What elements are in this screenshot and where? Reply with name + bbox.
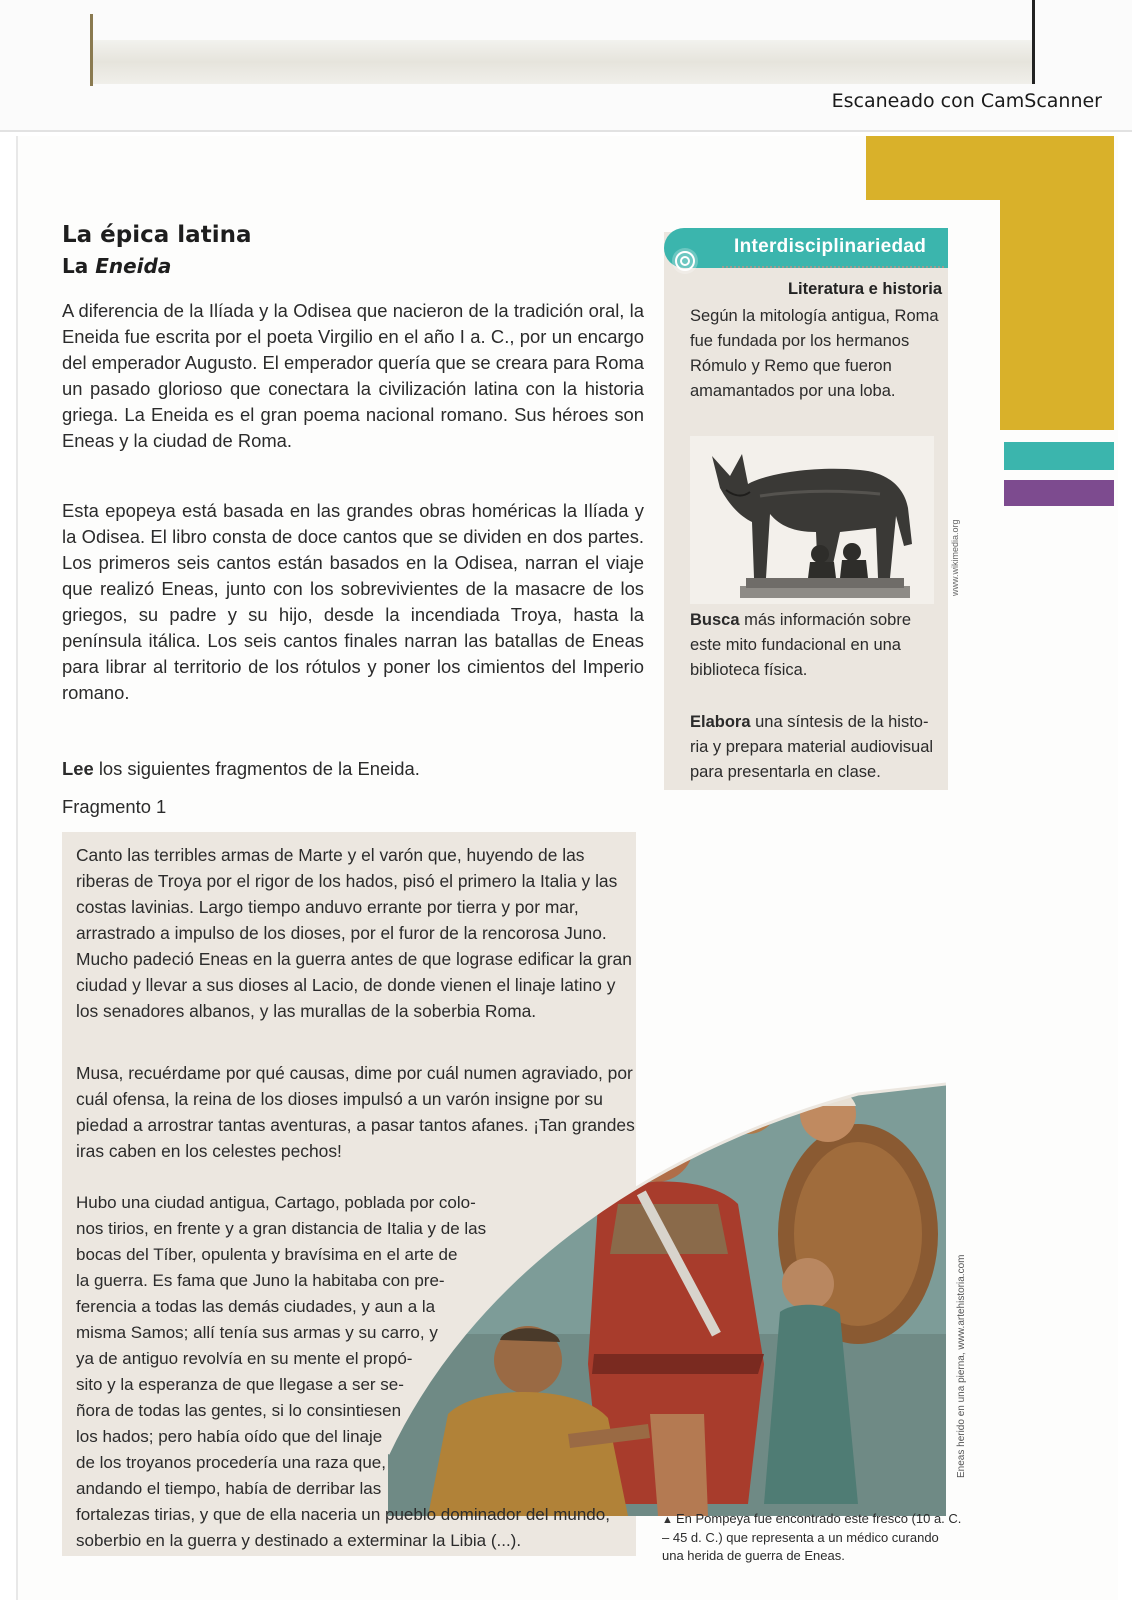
she-wolf-image bbox=[690, 436, 934, 604]
sidebar-task-elaborate: Elabora una síntesis de la historia y prepara material audiovisual para presentarla en clase. bbox=[690, 713, 934, 781]
fresco-caption: ▲ En Pompeya fue encontrado este fresco (10 a. C. – 45 d. C.) que representa a un médico curando una herida de guerra de Eneas. bbox=[662, 1511, 962, 1563]
intro-paragraph-1: A diferencia de la Ilíada y la Odisea que nacieron de la tradición oral, la Eneida fue escrita por el poeta Virgilio en el año I a. C., por un encargo del emperador Augusto. El emperador quería que se creara para Roma un pasado glorioso que conectara la civilización latina con la historia griega. La Eneida es el gran poema nacional romano. Sus héroes son Eneas y la ciudad de Roma. bbox=[62, 300, 644, 451]
header-dotted-rule bbox=[722, 266, 944, 268]
reading-instruction: Lee los siguientes fragmentos de la Eneida. bbox=[62, 758, 420, 779]
interdisciplinary-heading: Interdisciplinariedad bbox=[734, 236, 927, 257]
fragment-line: ferencia a todas las demás ciudades, y aun a la bbox=[76, 1297, 436, 1316]
fragment-label: Fragmento 1 bbox=[62, 796, 167, 817]
scan-edge-right bbox=[1032, 0, 1035, 84]
fragment-line: nos tirios, en frente y a gran distancia de Italia y de las bbox=[76, 1219, 487, 1238]
triangle-icon: ▲ bbox=[662, 1514, 676, 1526]
camscanner-label: Escaneado con CamScanner bbox=[831, 90, 1102, 112]
fragment-line: los hados; pero había oído que del linaje bbox=[76, 1427, 383, 1446]
scan-edge-left bbox=[90, 14, 93, 86]
fragment-line: la guerra. Es fama que Juno la habitaba con pre- bbox=[76, 1271, 445, 1290]
decor-purple-bar bbox=[1004, 480, 1114, 506]
scan-band bbox=[92, 40, 1034, 84]
fragment-line: andando el tiempo, había de derribar las bbox=[76, 1479, 382, 1498]
fragment-paragraph-2: Musa, recuérdame por qué causas, dime por cuál numen agraviado, por cuál ofensa, la reina de los dioses impulsó a un varón insigne por su piedad a arrostrar tantas aventuras, a pasar tantos afanes. ¡Tan grandes iras caben en los celestes pechos! bbox=[76, 1063, 635, 1161]
wolf-image-credit: www.wikimedia.org bbox=[950, 519, 960, 596]
intro-paragraph-2: Esta epopeya está basada en las grandes obras homéricas la Ilíada y la Odisea. El libro consta de doce cantos que se dividen en dos partes. Los primeros seis cantos están basados en la Odisea, narran el viaje que realizó Eneas, junto con los sobrevivientes de la masacre de los griegos, su padre y su hijo, desde la incendiada Troya, hasta la península itálica. Los seis cantos finales narran las batallas de Eneas para librar al territorio de los rótulos y poner los cimientos del Imperio romano. bbox=[62, 500, 644, 703]
page-subtitle: La Eneida bbox=[62, 254, 172, 278]
sidebar-task-search: Busca más información sobre este mito fundacional en una biblioteca física. bbox=[690, 611, 912, 679]
decor-teal-bar bbox=[1004, 442, 1114, 470]
fragment-line: de los troyanos procedería una raza que, bbox=[76, 1453, 386, 1472]
fragment-line: ñora de todas las gentes, si lo consintiesen bbox=[76, 1401, 402, 1420]
fragment-line: Hubo una ciudad antigua, Cartago, poblada por colo- bbox=[76, 1193, 476, 1212]
fragment-line: ya de antiguo revolvía en su mente el propó- bbox=[76, 1349, 413, 1368]
page-title: La épica latina bbox=[62, 222, 252, 248]
interdisciplinary-subheading: Literatura e historia bbox=[787, 280, 942, 298]
sidebar-text-myth: Según la mitología antigua, Roma fue fundada por los hermanos Rómulo y Remo que fueron amamantados por una loba. bbox=[690, 307, 939, 400]
fragment-paragraph-1: Canto las terribles armas de Marte y el varón que, huyendo de las riberas de Troya por el rigor de los hados, pisó el primero la Italia y las costas lavinias. Largo tiempo anduvo errante por tierra y por mar, arrastrado a impulso de los dioses, por el furor de la rencorosa Juno. Mucho padeció Eneas en la guerra antes de que lograse edificar la gran ciudad y llevar a sus dioses al Lacio, de donde vienen el linaje latino y los senadores albanos, y las murallas de la soberbia Roma. bbox=[76, 845, 632, 1021]
fragment-line: bocas del Tíber, opulenta y bravísima en el arte de bbox=[76, 1245, 458, 1264]
scan-separator bbox=[0, 130, 1132, 132]
fragment-paragraph-3 bbox=[76, 1190, 636, 1554]
fragment-line: misma Samos; allí tenía sus armas y su carro, y bbox=[76, 1323, 438, 1342]
fragment-line: soberbio en la guerra y destinado a exterminar la Libia (...). bbox=[76, 1531, 522, 1550]
fresco-image-credit: Eneas herido en una pierna, www.artehistoria.com bbox=[956, 1254, 967, 1478]
spiral-icon bbox=[670, 246, 700, 276]
fragment-line: fortalezas tirias, y que de ella naceria un pueblo dominador del mundo, bbox=[76, 1505, 610, 1524]
fragment-line: sito y la esperanza de que llegase a ser se- bbox=[76, 1375, 404, 1394]
